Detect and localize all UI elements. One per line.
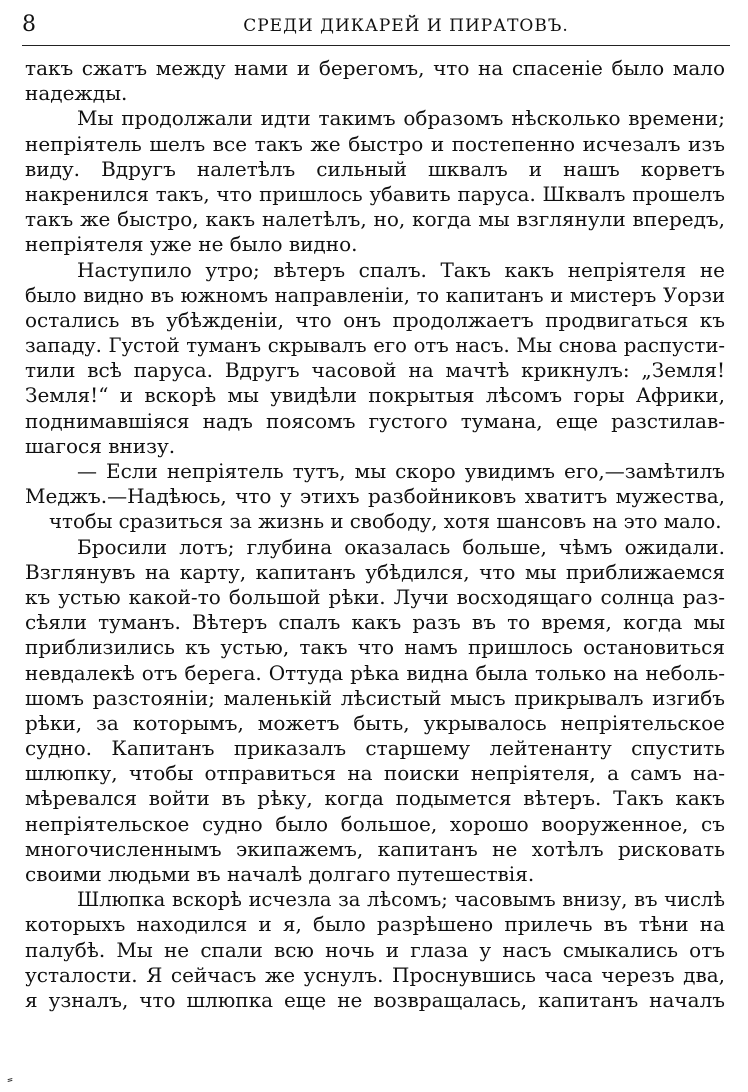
- page-number: 8: [22, 12, 36, 37]
- text-line: такъ сжатъ между нами и берегомъ, что на спасеніе было мало: [25, 56, 725, 80]
- body-text: [25, 56, 725, 1013]
- text-line: Бросили лотъ; глубина оказалась больше, чѣмъ ожидали.: [77, 534, 725, 559]
- text-line: Меджъ.—Надѣюсь, что у этихъ разбойниковъ хватитъ мужества,: [25, 484, 725, 509]
- text-line: западу. Густой туманъ скрывалъ его отъ насъ. Мы снова распусти-: [25, 334, 725, 358]
- text-line: было видно въ южномъ направленіи, то капитанъ и мистеръ Уорзи: [25, 283, 725, 307]
- text-line: я узналъ, что шлюпка еще не возвращалась, капитанъ началъ: [25, 987, 725, 1012]
- text-line: приблизились къ устью, такъ что намъ пришлось остановиться: [25, 635, 725, 660]
- text-line: Земля!“ и вскорѣ мы увидѣли покрытыя лѣсомъ горы Африки,: [25, 383, 725, 408]
- text-line: многочисленнымъ экипажемъ, капитанъ не хотѣлъ рисковать: [25, 836, 725, 861]
- text-line: поднимавшіяся надъ поясомъ густого тумана, еще разстилав-: [25, 408, 725, 433]
- text-line: судно. Капитанъ приказалъ старшему лейтенанту спустить: [25, 736, 725, 761]
- text-line: Наступило утро; вѣтеръ спалъ. Такъ какъ непріятеля не: [77, 257, 725, 282]
- header-rule: [22, 45, 730, 46]
- text-line: непріятель шелъ все такъ же быстро и постепенно исчезалъ изъ: [25, 131, 725, 156]
- text-line: сѣяли туманъ. Вѣтеръ спалъ какъ разъ въ то время, когда мы: [25, 610, 725, 635]
- text-line: мѣревался войти въ рѣку, когда подымется вѣтеръ. Такъ какъ: [25, 786, 725, 811]
- text-line: рѣки, за которымъ, можетъ быть, укрывалось непріятельское: [25, 710, 725, 735]
- text-line: Шлюпка вскорѣ исчезла за лѣсомъ; часовымъ внизу, въ числѣ: [77, 888, 725, 912]
- text-line: чтобы сразиться за жизнь и свободу, хотя шансовъ на это мало.: [49, 510, 722, 534]
- text-line: палубѣ. Мы не спали всю ночь и глаза у насъ смыкались отъ: [25, 937, 725, 962]
- text-line: надежды.: [25, 81, 128, 106]
- text-line: шомъ разстояніи; маленькій лѣсистый мысъ прикрывалъ изгибъ: [25, 685, 725, 710]
- text-line: виду. Вдругъ налетѣлъ сильный шквалъ и нашъ корветъ: [25, 156, 725, 181]
- text-line: шагося внизу.: [25, 433, 176, 458]
- text-line: которыхъ находился и я, было разрѣшено прилечь въ тѣни на: [25, 912, 725, 937]
- text-line: непріятеля уже не было видно.: [25, 232, 358, 257]
- text-line: тили всѣ паруса. Вдругъ часовой на мачтѣ крикнулъ: „Земля!: [25, 358, 725, 383]
- text-line: невдалекѣ отъ берега. Оттуда рѣка видна была только на неболь-: [25, 660, 725, 685]
- text-line: — Если непріятель тутъ, мы скоро увидимъ его,—замѣтилъ: [77, 459, 725, 483]
- text-line: къ устью какой-то большой рѣки. Лучи восходящаго солнца раз-: [25, 584, 725, 609]
- text-line: шлюпку, чтобы отправиться на поиски непріятеля, а самъ на-: [25, 761, 725, 786]
- running-title: СРЕДИ ДИКАРЕЙ И ПИРАТОВЪ.: [243, 16, 569, 36]
- text-line: своими людьми въ началѣ долгаго путешествія.: [25, 862, 535, 886]
- text-line: Взглянувъ на карту, капитанъ убѣдился, что мы приближаемся: [25, 559, 725, 584]
- text-line: такъ же быстро, какъ налетѣлъ, но, когда мы взглянули впередъ,: [25, 207, 725, 232]
- text-line: усталости. Я сейчасъ же уснулъ. Проснувшись часа черезъ два,: [25, 962, 725, 987]
- text-line: непріятельское судно было большое, хорошо вооруженное, съ: [25, 811, 725, 836]
- text-line: накренился такъ, что пришлось убавить паруса. Шквалъ прошелъ: [25, 182, 725, 206]
- text-line: остались въ убѣжденіи, что онъ продолжаетъ продвигаться къ: [25, 307, 725, 332]
- page-header: [22, 10, 730, 40]
- text-line: Мы продолжали идти такимъ образомъ нѣсколько времени;: [77, 106, 725, 131]
